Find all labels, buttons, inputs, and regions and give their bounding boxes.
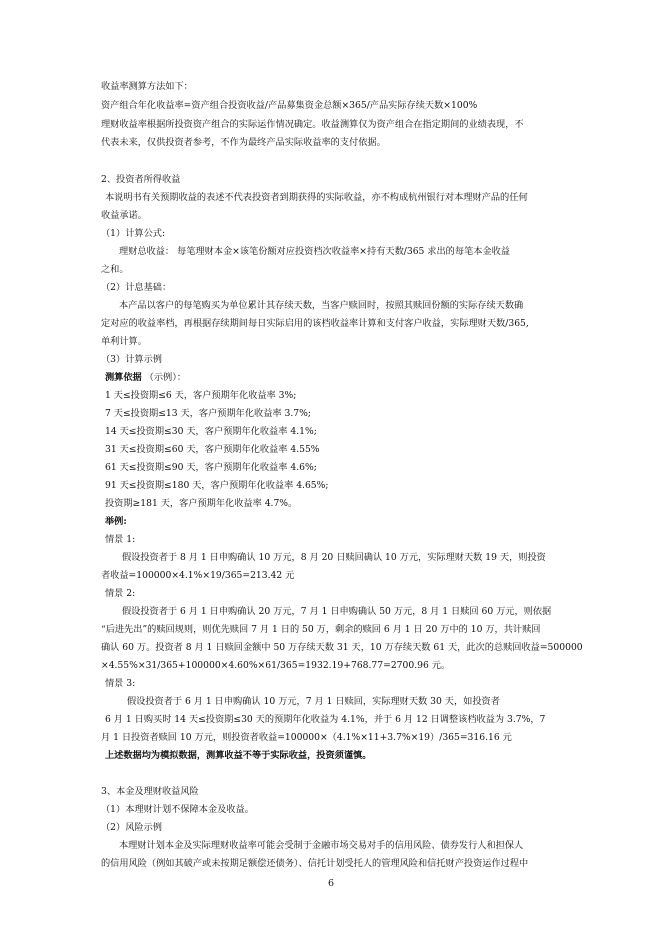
scenario-3-line-1: 假设投资者于 6 月 1 日申购确认 10 万元，7 月 1 日赎回，实际理财天数 30 天，如投资者 [127,696,500,707]
section-3-item-2-line-2: 的信用风险（例如其破产或未按期足额偿还债务）、信托计划受托人的管理风险和信托财产投资运作过程中 [101,858,529,869]
section-3-item-1: （1）本理财计划不保障本金及收益。 [101,804,254,815]
scenario-3-label: 情景 3: [105,678,136,689]
section-3-item-2-line-1: 本理财计划本金及实际理财收益率可能会受制于金融市场交易对手的信用风险、债券发行人和担保人 [119,840,524,851]
scenario-2-line-3: 确认 60 万。投资者 8 月 1 日赎回金额中 50 万存续天数 31 天，10 万存续天数 61 天，此次的总赎回收益=500000 [101,642,583,653]
basis-line-2: 定对应的收益率档，再根据存续期间每日实际启用的该档收益率计算和支付客户收益，实际理财天数/365, [101,318,529,329]
test-basis-suffix: （示例）： [144,372,187,383]
intro-note-line-1: 理财收益率根据所投资资产组合的实际运作情况确定。收益测算仅为资产组合在指定期间的业绩表现，不 [101,119,524,130]
intro-note-line-2: 代表未来，仅供投资者参考，不作为最终产品实际收益率的支付依据。 [101,137,386,148]
basis-line-3: 单利计算。 [101,336,147,347]
intro-title: 收益率测算方法如下： [101,81,193,92]
tier-line: 14 天≤投资期≤30 天，客户预期年化收益率 4.1%; [105,426,317,437]
calc-formula-line-1: 理财总收益： 每笔理财本金×该笔份额对应投资档次收益率×持有天数/365 求出的每笔本金收益 [119,246,510,257]
section-3-item-2-label: （2）风险示例 [101,822,162,833]
disclaimer: 上述数据均为模拟数据，测算收益不等于实际收益，投资须谨慎。 [105,750,372,761]
basis-line-1: 本产品以客户的每笔购买为单位累计其存续天数，当客户赎回时，按照其赎回份额的实际存续天数确 [119,300,524,311]
page-number: 6 [327,878,335,889]
section-2-heading: 2、投资者所得收益 [101,174,181,185]
scenario-3-line-3: 月 1 日投资者赎回 10 万元，则投资者收益=100000×（4.1%×11+3.7%×19）/365=316.16 元 [101,732,512,743]
yield-formula: 资产组合年化收益率=资产组合投资收益/产品募集资金总额×365/产品实际存续天数×100% [101,100,478,111]
tier-line: 1 天≤投资期≤6 天，客户预期年化收益率 3%; [105,390,297,401]
test-basis-bold: 测算依据 [105,372,142,383]
example-label: （3）计算示例 [101,354,162,365]
basis-label: （2）计息基础： [101,282,172,293]
section-2-desc-line-2: 收益承诺。 [101,210,147,221]
scenario-1-label: 情景 1: [105,534,136,545]
tier-line: 31 天≤投资期≤60 天，客户预期年化收益率 4.55% [105,444,320,455]
tier-line: 7 天≤投资期≤13 天，客户预期年化收益率 3.7%; [105,408,311,419]
scenario-3-line-2: 6 月 1 日购买时 14 天≤投资期≤30 天的预期年化收益为 4.1%，并于 6 月 12 日调整该档收益为 3.7%，7 [105,714,546,725]
scenario-1-line-1: 假设投资者于 8 月 1 日申购确认 10 万元，8 月 20 日赎回确认 10 万元，实际理财天数 19 天，则投资 [122,552,546,563]
scenario-1-line-2: 者收益=100000×4.1%×19/365=213.42 元 [101,570,295,581]
scenario-2-line-1: 假设投资者于 6 月 1 日申购确认 20 万元，7 月 1 日申购确认 50 万元，8 月 1 日赎回 60 万元，则依据 [122,606,552,617]
test-basis-heading [105,371,186,384]
tier-line: 61 天≤投资期≤90 天，客户预期年化收益率 4.6%; [105,462,317,473]
section-3-heading: 3、本金及理财收益风险 [101,786,199,797]
examples-heading: 举例: [105,516,127,527]
scenario-2-label: 情景 2: [105,588,136,599]
section-2-desc-line-1: 本说明书有关预期收益的表述不代表投资者到期获得的实际收益，亦不构成杭州银行对本理财产品的任何 [105,192,528,203]
scenario-2-line-4: ×4.55%×31/365+100000×4.60%×61/365=1932.19+768.77=2700.96 元。 [101,660,451,671]
calc-formula-label: （1）计算公式: [101,228,166,239]
scenario-2-line-2: “后进先出”的赎回规则，则优先赎回 7 月 1 日的 50 万，剩余的赎回 6 月 1 日 20 万中的 10 万，共计赎回 [101,624,541,635]
tier-line: 91 天≤投资期≤180 天，客户预期年化收益率 4.65%; [105,480,329,491]
tier-line: 投资期≥181 天，客户预期年化收益率 4.7%。 [105,498,298,509]
calc-formula-line-2: 之和。 [101,264,129,275]
